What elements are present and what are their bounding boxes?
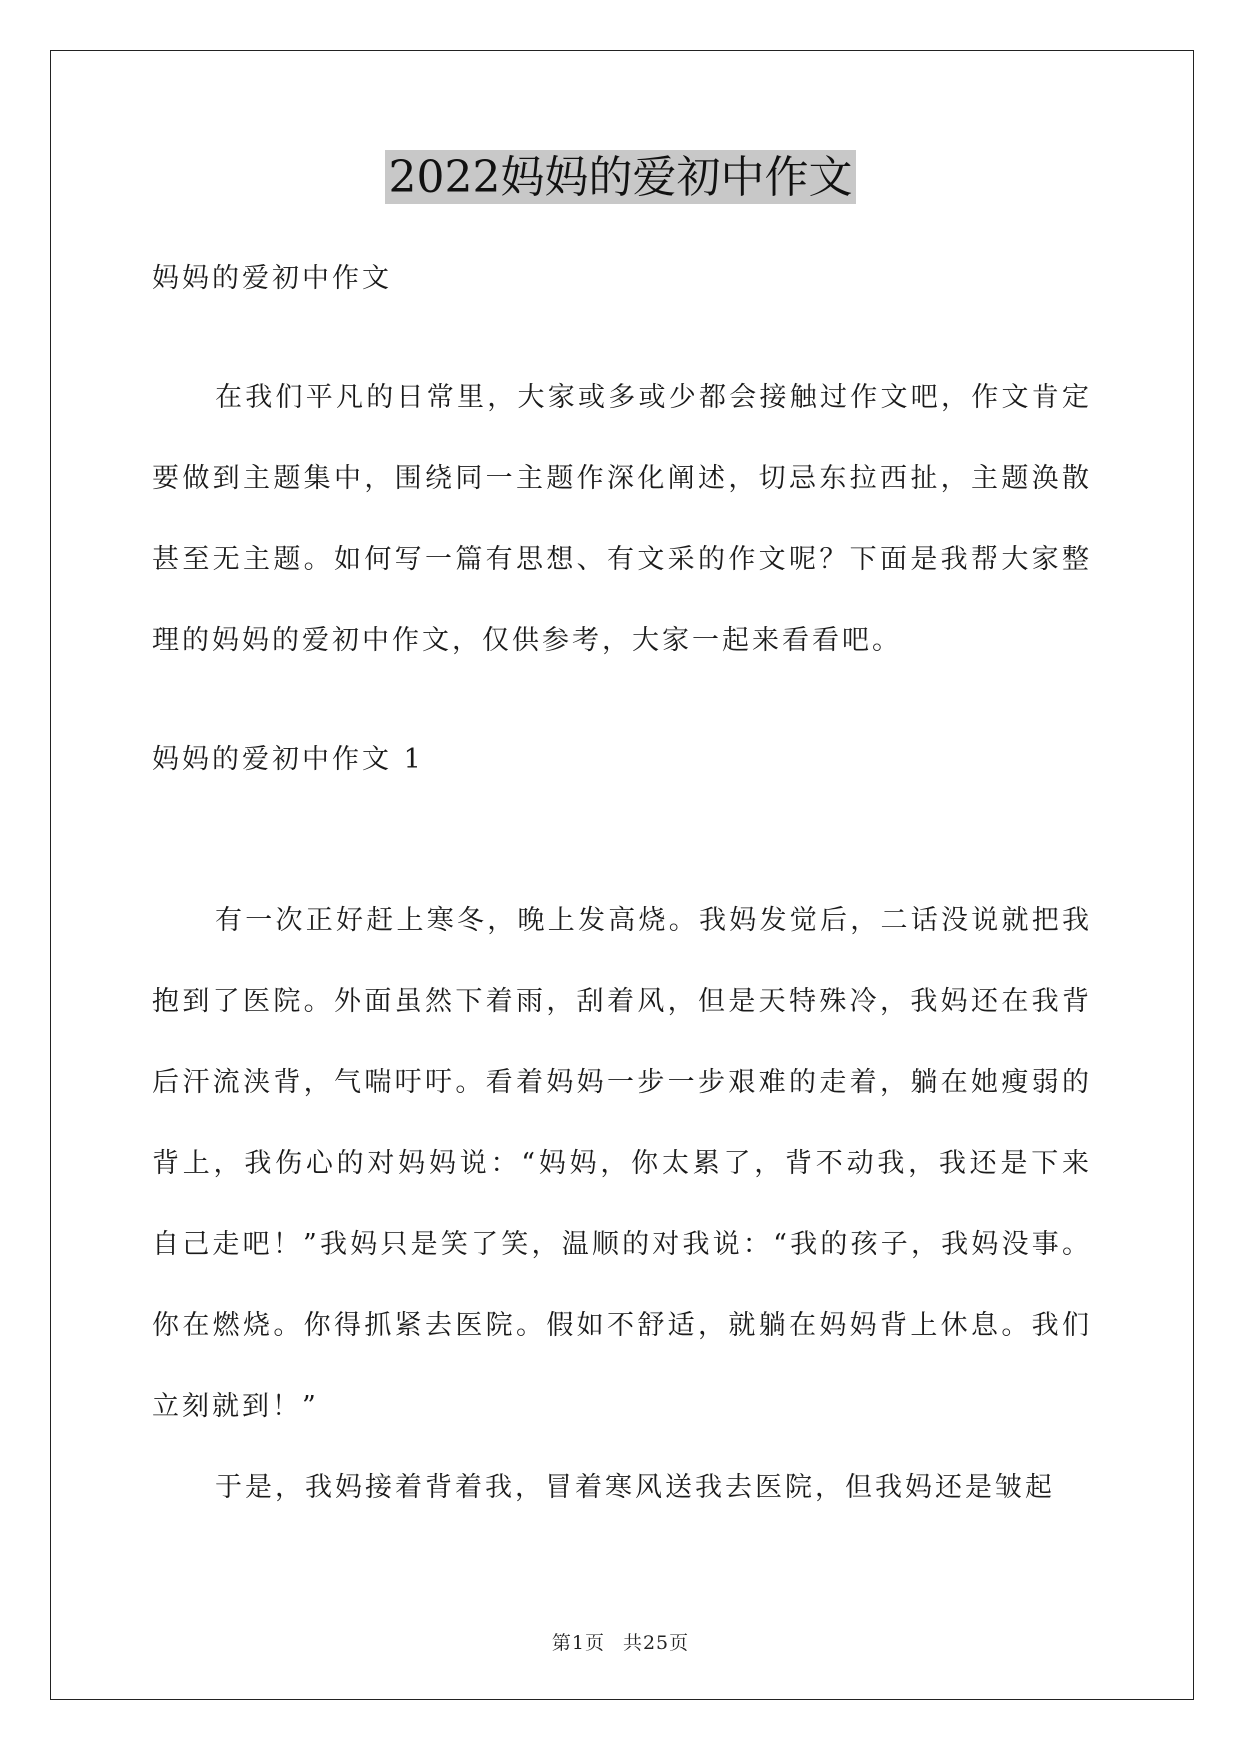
body-paragraph: 有一次正好赶上寒冬，晚上发高烧。我妈发觉后，二话没说就把我抱到了医院。外面虽然下着雨，刮着风，但是天特殊冷，我妈还在我背后汗流浃背，气喘吁吁。看着妈妈一步一步艰难的走着，躺在她瘦弱的背上，我伤心的对妈妈说：“妈妈，你太累了，背不动我，我还是下来自己走吧！”我妈只是笑了笑，温顺的对我说：“我的孩子，我妈没事。你在燃烧。你得抓紧去医院。假如不舒适，就躺在妈妈背上休息。我们立刻就到！”	[152, 905, 1092, 1422]
spacer	[152, 681, 1092, 719]
document-title-text: 2022妈妈的爱初中作文	[385, 150, 857, 204]
page-number: 第1页	[551, 1632, 605, 1654]
section-heading: 妈妈的爱初中作文 1	[152, 744, 424, 775]
essay-subtitle: 妈妈的爱初中作文	[152, 263, 392, 294]
intro-paragraph: 在我们平凡的日常里，大家或多或少都会接触过作文吧，作文肯定要做到主题集中，围绕同一主题作深化阐述，切忌东拉西扯，主题涣散甚至无主题。如何写一篇有思想、有文采的作文呢？下面是我帮大家整理的妈妈的爱初中作文，仅供参考，大家一起来看看吧。	[152, 382, 1092, 656]
body-paragraph: 于是，我妈接着背着我，冒着寒风送我去医院，但我妈还是皱起	[215, 1472, 1055, 1503]
document-title	[0, 150, 1241, 204]
spacer	[152, 800, 1092, 880]
page-total: 共25页	[622, 1632, 690, 1654]
document-body	[152, 238, 1092, 1528]
page-footer	[0, 1628, 1241, 1655]
spacer	[152, 319, 1092, 357]
